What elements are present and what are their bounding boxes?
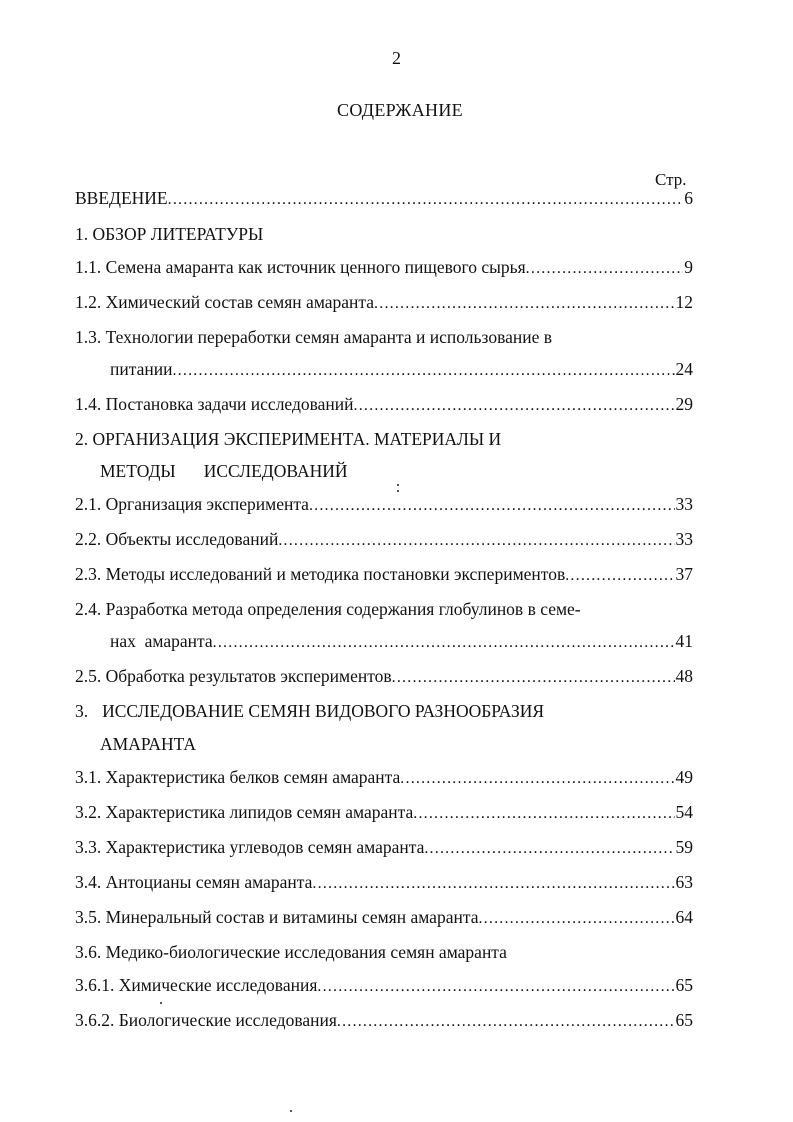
toc-entry-page: 12 — [675, 292, 693, 312]
toc-entry-number: 2.3. — [75, 564, 102, 584]
toc-entry-2-4[interactable] — [75, 597, 693, 621]
toc-entry-number: 3.5. — [75, 907, 102, 927]
toc-entry-page: 33 — [675, 494, 693, 514]
toc-entry-text: питании — [110, 359, 173, 379]
toc-entry-label — [75, 664, 392, 688]
toc-entry-text: Химический состав семян амаранта — [105, 292, 375, 312]
toc-entry-1-2[interactable] — [75, 290, 693, 316]
toc-entry-3-2[interactable] — [75, 800, 693, 826]
toc-entry-number: 2.1. — [75, 494, 102, 514]
toc-entry-label — [75, 290, 374, 314]
toc-entry-number: 1.3. — [75, 327, 102, 347]
toc-entry-1-3-continuation[interactable] — [75, 357, 693, 383]
dot-leader — [478, 907, 674, 931]
toc-entry-text: Семена амаранта как источник ценного пищевого сырья — [105, 257, 526, 277]
toc-entry-label — [75, 1008, 337, 1032]
toc-chapter-number: 3. — [75, 701, 89, 721]
toc-entry-3-3[interactable] — [75, 835, 693, 861]
toc-entry-number: 3.4. — [75, 872, 102, 892]
toc-entry-text: Характеристика углеводов семян амаранта — [105, 837, 425, 857]
page-column-label: Стр. — [655, 170, 687, 189]
toc-entry-3-5[interactable] — [75, 905, 693, 931]
toc-entry-text: Минеральный состав и витамины семян амаранта — [105, 907, 479, 927]
toc-entry-label — [75, 492, 309, 516]
toc-entry-2-3[interactable] — [75, 562, 693, 588]
toc-entry-text: Разработка метода определения содержания глобулинов в семе- — [105, 599, 581, 619]
toc-entry-page: 29 — [675, 394, 693, 414]
toc-entry-number: 1.4. — [75, 394, 102, 414]
toc-entry-page: 33 — [675, 529, 693, 549]
toc-entry-label — [75, 800, 413, 824]
dot-leader — [392, 666, 675, 690]
toc-entry-page: 64 — [675, 907, 693, 927]
toc-entry-2-2[interactable] — [75, 527, 693, 553]
toc-entry-3-4[interactable] — [75, 870, 693, 896]
toc-entry-page: 48 — [675, 666, 693, 686]
toc-chapter-label: ИССЛЕДОВАНИЕ СЕМЯН ВИДОВОГО РАЗНООБРАЗИЯ — [102, 701, 545, 721]
toc-entry-text: Методы исследований и методика постановки экспериментов — [105, 564, 566, 584]
toc-chapter-3-continuation[interactable] — [75, 732, 693, 756]
toc-entry-page: 9 — [684, 257, 693, 277]
toc-entry-label — [75, 392, 354, 416]
toc-entry-1-4[interactable] — [75, 392, 693, 418]
toc-entry-3-6[interactable] — [75, 940, 693, 964]
toc-entry-page: 65 — [675, 1010, 693, 1030]
toc-entry-page: 59 — [675, 837, 693, 857]
toc-entry-text: Химические исследования — [118, 975, 318, 995]
toc-entry-text: Объекты исследований — [105, 529, 279, 549]
page-number: 2 — [392, 48, 401, 68]
toc-chapter-label: АМАРАНТА — [100, 734, 197, 754]
toc-entry-number: 2.4. — [75, 599, 102, 619]
toc-entry-2-4-continuation[interactable] — [75, 629, 693, 655]
dot-leader — [400, 767, 674, 791]
dot-leader — [309, 494, 675, 518]
dot-leader — [413, 802, 674, 826]
toc-entry-text: Биологические исследования — [118, 1010, 337, 1030]
toc-entry-text: Характеристика липидов семян амаранта — [105, 802, 414, 822]
toc-entry-number: 2.2. — [75, 529, 102, 549]
toc-entry-label — [75, 973, 317, 997]
toc-entry-page: 49 — [675, 767, 693, 787]
toc-entry-label — [75, 870, 312, 894]
toc-entry-text: Технологии переработки семян амаранта и использование в — [105, 327, 553, 347]
toc-entry-number: 3.6.2. — [75, 1010, 115, 1030]
dot-leader — [354, 394, 675, 418]
toc-entry-page: 65 — [675, 975, 693, 995]
toc-entry-number: 3.6. — [75, 942, 102, 962]
dot-leader — [526, 257, 684, 281]
toc-entry-3-1[interactable] — [75, 765, 693, 791]
scan-speck — [397, 490, 399, 492]
scan-speck — [397, 484, 399, 486]
toc-entry-text: Медико-биологические исследования семян амаранта — [105, 942, 507, 962]
dot-leader — [278, 529, 674, 553]
toc-entry-page: 6 — [684, 188, 693, 208]
toc-entry-label — [75, 562, 565, 586]
toc-entry-text: Постановка задачи исследований — [105, 394, 354, 414]
toc-entry-page: 37 — [675, 564, 693, 584]
dot-leader — [312, 872, 674, 896]
toc-entry-number: 3.2. — [75, 802, 102, 822]
toc-entry-number: 3.6.1. — [75, 975, 115, 995]
toc-entry-page: 24 — [675, 359, 693, 379]
dot-leader — [424, 837, 674, 861]
toc-entry-text: нах амаранта — [110, 631, 213, 651]
scan-speck — [160, 1002, 162, 1004]
toc-entry-1-3[interactable] — [75, 325, 693, 349]
toc-chapter-label: МЕТОДЫ — [100, 461, 176, 481]
toc-entry-label — [75, 527, 278, 551]
toc-entry-text: Антоцианы семян амаранта — [105, 872, 313, 892]
toc-entry-label — [75, 835, 424, 859]
toc-entry-number: 3.3. — [75, 837, 102, 857]
toc-entry-text: Характеристика белков семян амаранта — [105, 767, 401, 787]
toc-entry-number: 3.1. — [75, 767, 102, 787]
table-of-contents — [75, 186, 693, 1034]
dot-leader — [565, 564, 674, 588]
toc-entry-2-5[interactable] — [75, 664, 693, 690]
toc-entry-intro[interactable] — [75, 186, 693, 212]
toc-entry-2-1[interactable] — [75, 492, 693, 518]
toc-entry-label — [75, 765, 400, 789]
dot-leader — [317, 975, 674, 999]
toc-chapter-label: 1. ОБЗОР ЛИТЕРАТУРЫ — [75, 224, 264, 244]
toc-chapter-label: ИССЛЕДОВАНИЙ — [203, 461, 348, 481]
toc-entry-label: ВВЕДЕНИЕ — [75, 188, 168, 208]
toc-entry-number: 1.1. — [75, 257, 102, 277]
toc-entry-page: 41 — [675, 631, 693, 651]
dot-leader — [337, 1010, 675, 1034]
toc-entry-1-1[interactable] — [75, 255, 693, 281]
dot-leader — [172, 359, 674, 383]
toc-chapter-label: 2. ОРГАНИЗАЦИЯ ЭКСПЕРИМЕНТА. МАТЕРИАЛЫ И — [75, 429, 502, 449]
toc-chapter-3[interactable] — [75, 699, 693, 723]
dot-leader — [213, 631, 675, 655]
toc-entry-text: Организация эксперимента — [105, 494, 309, 514]
toc-entry-label — [75, 905, 478, 929]
toc-entry-3-6-2[interactable] — [75, 1008, 693, 1034]
toc-entry-text: Обработка результатов экспериментов — [105, 666, 392, 686]
toc-entry-3-6-1[interactable] — [75, 973, 693, 999]
toc-entry-page: 54 — [675, 802, 693, 822]
dot-leader — [374, 292, 674, 316]
toc-entry-number: 1.2. — [75, 292, 102, 312]
toc-chapter-2[interactable] — [75, 427, 693, 451]
toc-chapter-2-continuation[interactable] — [75, 459, 693, 483]
toc-chapter-1[interactable] — [75, 222, 693, 246]
dot-leader — [168, 188, 684, 212]
page-title: СОДЕРЖАНИЕ — [337, 100, 463, 120]
toc-entry-number: 2.5. — [75, 666, 102, 686]
scan-speck — [290, 1110, 292, 1112]
toc-entry-page: 63 — [675, 872, 693, 892]
toc-entry-label — [75, 255, 526, 279]
